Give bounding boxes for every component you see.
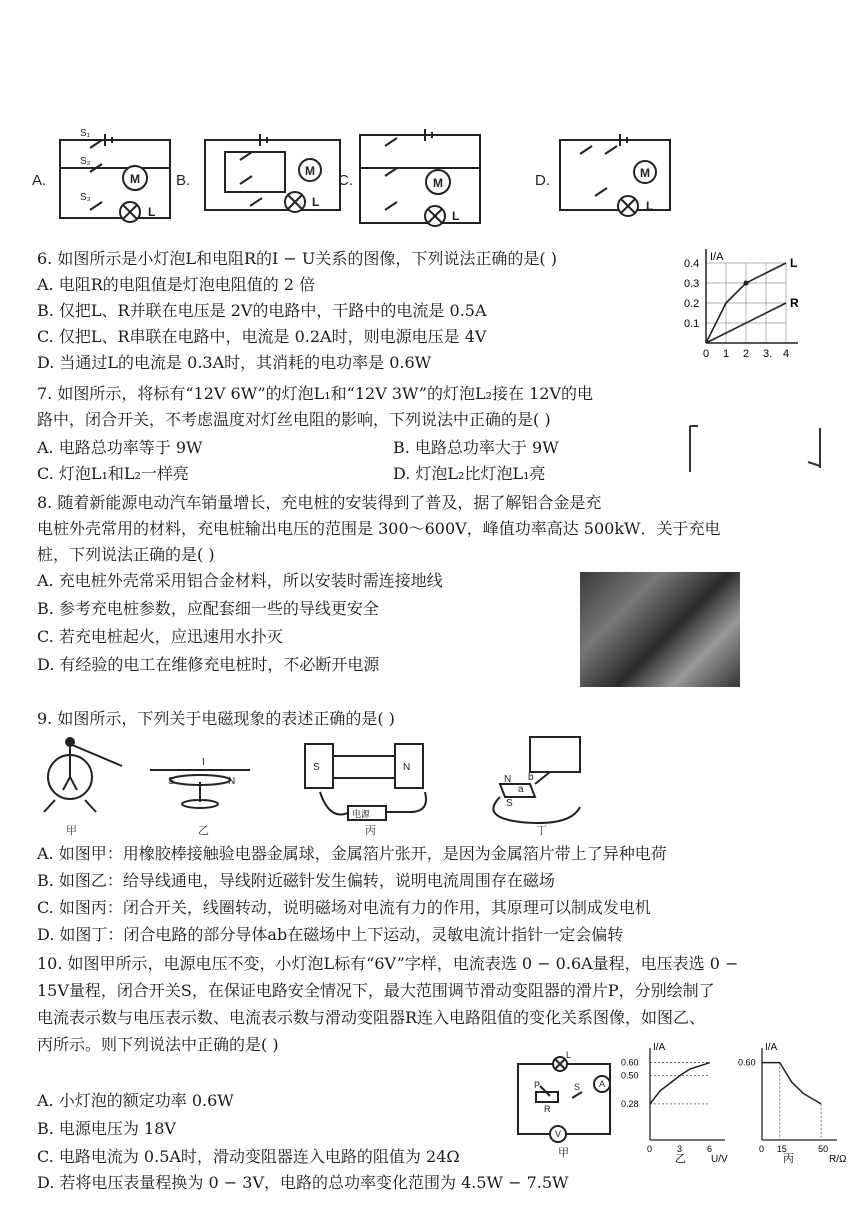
charging-pile-photo: [580, 572, 740, 687]
q7-figure-svg: [686, 418, 826, 476]
switch-label: S₂: [80, 156, 91, 167]
q9-figures: [30, 732, 590, 837]
circuit-diagrams-svg: [30, 110, 680, 230]
x-tick-label: 4: [783, 348, 790, 360]
caption-jia: 甲: [66, 825, 77, 837]
y-tick-label: 0.3: [684, 278, 700, 290]
motor-label: M: [640, 166, 650, 180]
q10-stem-line3: 电流表示数与电压表示数、电流表示数与滑动变阻器R连入电路阻值的变化关系图像，如图乙、: [37, 1008, 706, 1027]
x-tick-label: 6: [707, 1144, 713, 1154]
compass-n-label: N: [228, 776, 236, 787]
magnet-s-label: S: [506, 798, 513, 809]
lamp-label: L: [148, 205, 156, 219]
series-label-R: R: [790, 296, 799, 310]
q9-stem: 9. 如图所示，下列关于电磁现象的表述正确的是( ): [37, 709, 395, 728]
option-label: C.: [338, 172, 353, 189]
top-circuits: [30, 110, 680, 230]
q10-chart-yi: [620, 1040, 735, 1165]
x-tick-label: 15: [776, 1144, 787, 1154]
q7-option-d: D. 灯泡L₂比灯泡L₁亮: [393, 464, 546, 483]
q7-option-c: C. 灯泡L₁和L₂一样亮: [37, 464, 189, 483]
q7-option-b: B. 电路总功率大于 9W: [393, 438, 559, 457]
x-tick-label: 0: [647, 1144, 653, 1154]
caption-bing: 丙: [783, 1153, 794, 1165]
q10-option-c: C. 电路电流为 0.5A时，滑动变阻器连入电路的阻值为 24Ω: [37, 1147, 460, 1166]
q7-stem-line1: 7. 如图所示，将标有“12V 6W”的灯泡L₁和“12V 3W”的灯泡L₂接在 12V的电: [37, 384, 593, 403]
lamp-label: L: [312, 195, 320, 209]
q10-chart-bing: [738, 1040, 850, 1165]
q8-option-a: A. 充电桩外壳常采用铝合金材料，所以安装时需连接地线: [37, 571, 443, 590]
x-tick-label: 0: [759, 1144, 765, 1154]
q9-option-d: D. 如图丁：闭合电路的部分导体ab在磁场中上下运动，灵敏电流计指针一定会偏转: [37, 925, 624, 944]
q6-stem: 6. 如图所示是小灯泡L和电阻R的I − U关系的图像，下列说法正确的是( ): [37, 249, 557, 268]
x-tick-label: 3: [677, 1144, 683, 1154]
series-label-L: L: [790, 256, 798, 270]
compass-s-label: S: [168, 776, 175, 787]
q10-option-b: B. 电源电压为 18V: [37, 1119, 176, 1138]
ammeter-label: A: [599, 1079, 606, 1089]
current-label: I: [202, 757, 205, 768]
y-tick-label: 0.4: [684, 258, 700, 270]
q6-iu-chart: [668, 248, 808, 363]
y-tick-label: 0.28: [621, 1098, 639, 1109]
q10-stem-line1: 10. 如图甲所示，电源电压不变，小灯泡L标有“6V”字样，电流表选 0 − 0.6A量程，电压表选 0 −: [37, 954, 739, 973]
q7-figure-fragment: [686, 418, 826, 476]
caption-jia: 甲: [558, 1147, 569, 1159]
battery-label: 电源: [352, 809, 371, 819]
motor-label: M: [305, 164, 315, 178]
q8-stem-line1: 8. 随着新能源电动汽车销量增长，充电桩的安装得到了普及，据了解铝合金是充: [37, 493, 602, 512]
q9-figures-svg: [30, 732, 590, 837]
q7-option-a: A. 电路总功率等于 9W: [37, 438, 203, 457]
q10-circuit-svg: [510, 1050, 620, 1162]
caption-bing: 丙: [365, 825, 376, 837]
option-label: A.: [32, 172, 47, 189]
conductor-b-label: b: [528, 772, 534, 783]
y-tick-label: 0.2: [684, 298, 700, 310]
q10-option-a: A. 小灯泡的额定功率 0.6W: [37, 1091, 234, 1110]
series-line: [762, 1063, 821, 1104]
q6-option-b: B. 仅把L、R并联在电压是 2V的电路中，干路中的电流是 0.5A: [37, 301, 487, 320]
caption-ding: 丁: [536, 825, 547, 837]
q6-chart-svg: [668, 248, 808, 363]
q8-stem-line3: 桩，下列说法正确的是( ): [37, 545, 215, 564]
x-tick-label: 3.: [763, 348, 773, 360]
y-tick-label: 0.1: [684, 318, 700, 330]
q10-option-d: D. 若将电压表量程换为 0 − 3V，电路的总功率变化范围为 4.5W − 7.5W: [37, 1173, 569, 1192]
q8-option-d: D. 有经验的电工在维修充电桩时，不必断开电源: [37, 655, 380, 674]
switch-label: S: [574, 1082, 581, 1092]
rheostat-label: R: [544, 1104, 551, 1114]
q10-stem-line4: 丙所示。则下列说法中正确的是( ): [37, 1035, 279, 1054]
x-axis-label: U/V: [711, 1154, 728, 1165]
data-point: [744, 281, 749, 286]
y-axis-label: I/A: [653, 1042, 666, 1053]
motor-label: M: [130, 172, 140, 186]
y-tick-label: 0.50: [621, 1070, 639, 1081]
y-axis-label: I/A: [710, 251, 724, 263]
q8-option-c: C. 若充电桩起火，应迅速用水扑灭: [37, 627, 283, 646]
x-tick-label: 50: [818, 1144, 829, 1154]
x-axis-label: R/Ω: [829, 1154, 847, 1165]
q9-option-c: C. 如图丙：闭合开关，线圈转动，说明磁场对电流有力的作用，其原理可以制成发电机: [37, 898, 651, 917]
voltmeter-label: V: [555, 1129, 562, 1139]
x-tick-label: 2: [743, 348, 750, 360]
q6-option-c: C. 仅把L、R串联在电路中，电流是 0.2A时，则电源电压是 4V: [37, 327, 487, 346]
q8-stem-line2: 电桩外壳常用的材料，充电桩输出电压的范围是 300～600V，峰值功率高达 500kW．关于充电: [37, 519, 721, 538]
motor-label: M: [433, 176, 443, 190]
q10-circuit: [510, 1050, 620, 1162]
magnet-n-label: N: [403, 762, 411, 773]
switch-label: S₁: [80, 128, 91, 139]
q10-stem-line2: 15V量程，闭合开关S，在保证电路安全情况下，最大范围调节滑动变阻器的滑片P，分别绘制了: [37, 981, 715, 1000]
series-line: [650, 1063, 710, 1104]
x-tick-label: 0: [703, 348, 710, 360]
q10-chart-bing-svg: [738, 1040, 850, 1165]
q7-stem-line2: 路中，闭合开关，不考虑温度对灯丝电阻的影响，下列说法中正确的是( ): [37, 410, 551, 429]
x-tick-label: 1: [723, 348, 730, 360]
magnet-n-label: N: [504, 774, 512, 785]
y-tick-label: 0.60: [738, 1057, 756, 1068]
lamp-label: L: [452, 209, 460, 223]
lamp-label: L: [566, 1050, 572, 1060]
q9-option-a: A. 如图甲：用橡胶棒接触验电器金属球，金属箔片张开，是因为金属箔片带上了异种电荷: [37, 844, 667, 863]
y-tick-label: 0.60: [621, 1057, 639, 1068]
y-axis-label: I/A: [765, 1042, 778, 1053]
option-label: D.: [535, 172, 550, 189]
q9-option-b: B. 如图乙：给导线通电，导线附近磁针发生偏转，说明电流周围存在磁场: [37, 871, 555, 890]
q6-option-a: A. 电阻R的电阻值是灯泡电阻值的 2 倍: [37, 275, 316, 294]
magnet-s-label: S: [313, 762, 320, 773]
switch-label: S₃: [80, 192, 91, 203]
caption-yi: 乙: [198, 825, 209, 837]
slider-label: P: [534, 1080, 541, 1090]
lamp-label: L: [646, 199, 654, 213]
option-label: B.: [176, 172, 191, 189]
q6-option-d: D. 当通过L的电流是 0.3A时，其消耗的电功率是 0.6W: [37, 353, 432, 372]
conductor-a-label: a: [518, 784, 524, 795]
caption-yi: 乙: [675, 1153, 686, 1165]
q10-chart-yi-svg: [620, 1040, 735, 1165]
q8-option-b: B. 参考充电桩参数，应配套细一些的导线更安全: [37, 599, 379, 618]
